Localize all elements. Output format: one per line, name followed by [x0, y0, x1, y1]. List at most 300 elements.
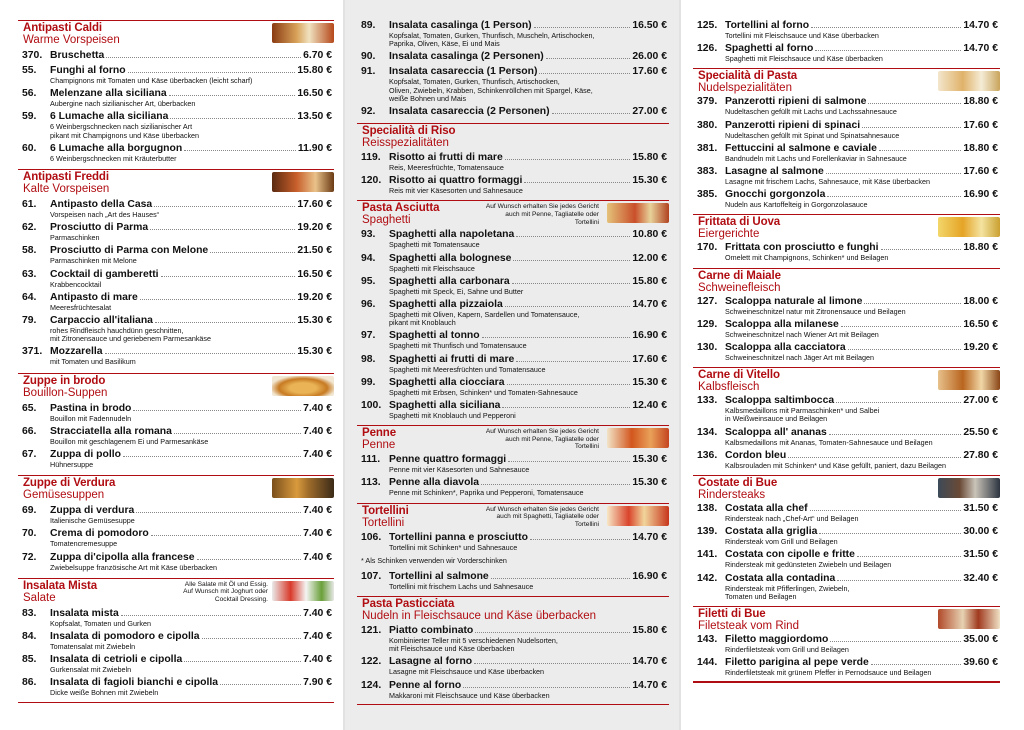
item-number: 122.: [361, 656, 382, 668]
dot-leader: [534, 27, 631, 28]
item-description: Kopfsalat, Tomaten und Gurken: [50, 618, 151, 628]
item-description: weiße Bohnen und Mais: [389, 93, 467, 103]
section-note: [486, 203, 599, 226]
section-note-line: auch mit Spaghetti, Tagliatelle oder: [496, 513, 599, 521]
section-header: [357, 123, 669, 152]
item-price: 14.70 €: [632, 299, 667, 311]
item-price: 15.30 €: [632, 175, 667, 187]
item-price: 35.00 €: [963, 634, 998, 646]
item-description: Kalbsmedaillons mit Ananas, Tomaten-Sahnesauce und Beilagen: [725, 437, 933, 447]
item-name: Tortellini al salmone: [389, 570, 489, 582]
cold-appetizer-photo: [272, 172, 334, 192]
section-title: Specialità di Pasta: [698, 70, 798, 83]
dot-leader: [862, 127, 961, 128]
item-number: 134.: [697, 426, 718, 438]
item-number: 129.: [697, 318, 718, 330]
item-price: 17.60 €: [963, 119, 998, 131]
item-description: Kalbsmedaillons mit Parmaschinken* und Salbei: [725, 406, 880, 416]
dot-leader: [516, 236, 630, 237]
item-price: 15.30 €: [297, 315, 332, 327]
section-subtitle: Eiergerichte: [698, 228, 760, 241]
item-description: Bandnudeln mit Lachs und Forellenkaviar in Sahnesauce: [725, 153, 907, 163]
item-number: 144.: [697, 657, 718, 669]
item-description: Spaghetti mit Meeresfrüchten und Tomatensauce: [389, 364, 546, 374]
item-name: Costata con cipolle e fritte: [725, 549, 855, 561]
item-price: 16.50 €: [632, 20, 667, 31]
item-description: Rindersteak vom Grill und Beilagen: [725, 537, 838, 547]
section-note: [486, 428, 599, 451]
menu-item: [18, 222, 334, 242]
item-name: Insalata casalinga (1 Person): [389, 20, 532, 31]
item-name: Spaghetti alla bolognese: [389, 252, 512, 264]
item-name: Filetto maggiordomo: [725, 634, 829, 646]
section-note-line: Cocktail Dressing.: [214, 596, 268, 604]
dot-leader: [788, 457, 961, 458]
item-description: rohes Rindfleisch hauchdünn geschnitten,: [50, 326, 184, 336]
item-name: Funghi al forno: [50, 65, 126, 76]
item-line: [389, 253, 667, 265]
section-title: Filetti di Bue: [698, 608, 766, 621]
item-number: 96.: [361, 299, 376, 311]
menu-item: [693, 526, 1000, 546]
item-price: 15.30 €: [632, 454, 667, 466]
omelette-photo: [938, 217, 1000, 237]
menu-item: [18, 65, 334, 85]
item-line: [50, 143, 332, 155]
item-number: 97.: [361, 330, 376, 342]
item-description: Penne mit Schinken*, Paprika und Pepperoni, Tomatensauce: [389, 488, 584, 498]
item-number: 130.: [697, 342, 718, 354]
item-number: 64.: [22, 291, 37, 303]
item-price: 17.60 €: [963, 166, 998, 178]
item-name: Tortellini panna e prosciutto: [389, 531, 528, 543]
item-description: Rindersteak mit Pfifferlingen, Zwiebeln,: [725, 583, 850, 593]
item-price: 27.00 €: [963, 395, 998, 407]
item-description: Tomaten und Beilagen: [725, 591, 797, 601]
menu-item: [693, 189, 1000, 209]
item-line: [389, 354, 667, 366]
item-description: Champignons mit Tomaten und Käse überbacken (leicht scharf): [50, 76, 253, 85]
item-line: [725, 296, 998, 308]
item-number: 136.: [697, 449, 718, 461]
menu-item: [357, 51, 669, 63]
footnote: * Als Schinken verwenden wir Vorderschinken: [361, 555, 507, 565]
item-number: 380.: [697, 119, 718, 131]
item-name: Costata alla griglia: [725, 526, 818, 538]
section-title: Pasta Asciutta: [362, 202, 440, 215]
menu-item: [693, 427, 1000, 447]
menu-item: [18, 505, 334, 525]
section-title: Pasta Pasticciata: [362, 598, 455, 611]
item-description: Rinderfiletsteak vom Grill und Beilagen: [725, 645, 849, 655]
menu-item: [693, 242, 1000, 262]
item-price: 31.50 €: [963, 503, 998, 515]
section-header: [693, 367, 1000, 395]
item-name: Insalata casareccia (2 Personen): [389, 106, 550, 118]
section-title: Penne: [362, 427, 397, 440]
item-name: Cocktail di gamberetti: [50, 268, 159, 280]
item-description: Tomatensalat mit Zwiebeln: [50, 642, 136, 652]
item-description: Rinderfiletsteak mit grünem Pfeffer in Pernodsauce und Beilagen: [725, 668, 932, 678]
item-description: Nudeltaschen gefüllt mit Lachs und Lachssahnesauce: [725, 107, 897, 117]
item-price: 7.40 €: [303, 551, 332, 563]
item-price: 7.40 €: [303, 425, 332, 437]
item-description: Parmaschinken mit Melone: [50, 256, 137, 266]
soup-photo: [272, 376, 334, 396]
section-note-line: Tortellini: [574, 520, 599, 528]
item-name: Spaghetti alla pizzaiola: [389, 299, 503, 311]
item-description: Oliven, Zwiebeln, Krabben, Schinkenröllchen mit Spargel, Käse,: [389, 85, 593, 95]
item-description: in Weißweinsauce und Beilagen: [725, 414, 828, 424]
item-description: Rindersteak nach „Chef-Art“ und Beilagen: [725, 514, 859, 524]
section-note: [183, 581, 268, 604]
section-note-line: Tortellini: [574, 443, 599, 451]
dot-leader: [151, 535, 301, 536]
item-name: Zuppa di'cipolla alla francese: [50, 551, 195, 563]
menu-item: [18, 449, 334, 469]
item-description: Rindersteak mit gedünsteten Zwiebeln und Beilagen: [725, 560, 892, 570]
item-number: 72.: [22, 551, 37, 563]
menu-item: [18, 346, 334, 366]
menu-item: [357, 66, 669, 103]
section-header: [357, 503, 669, 532]
item-number: 107.: [361, 570, 382, 582]
item-number: 143.: [697, 634, 718, 646]
item-number: 99.: [361, 376, 376, 388]
item-number: 91.: [361, 66, 376, 78]
menu-item: [693, 20, 1000, 40]
menu-section: [357, 503, 669, 591]
item-price: 7.40 €: [303, 654, 332, 666]
menu-section: [693, 20, 1000, 63]
item-description: Hühnersuppe: [50, 460, 94, 470]
item-name: Fettuccini al salmone e caviale: [725, 142, 877, 154]
item-number: 94.: [361, 252, 376, 264]
menu-item: [18, 315, 334, 343]
section-subtitle: Kalbsfleisch: [698, 381, 760, 394]
item-number: 90.: [361, 51, 376, 63]
item-description: 6 Weinbergschnecken mit Kräuterbutter: [50, 153, 177, 163]
dot-leader: [463, 687, 630, 688]
dot-leader: [836, 402, 961, 403]
menu-item: [18, 111, 334, 139]
item-line: [725, 573, 998, 585]
menu-item: [18, 552, 334, 572]
item-line: [389, 532, 667, 544]
item-name: Spaghetti al tonno: [389, 330, 480, 342]
item-price: 15.80 €: [632, 625, 667, 637]
item-name: Spaghetti ai frutti di mare: [389, 353, 515, 365]
section-note-line: Tortellini: [574, 218, 599, 226]
menu-item: [357, 229, 669, 249]
section-title: Tortellini: [362, 504, 409, 517]
vegetable-soup-photo: [272, 478, 334, 498]
menu-item: [357, 20, 669, 48]
item-description: Spaghetti mit Tomatensauce: [389, 240, 480, 250]
item-name: Panzerotti ripieni di salmone: [725, 96, 867, 108]
item-description: Nudeln aus Kartoffelteig in Gorgonzolasauce: [725, 200, 868, 210]
section-subtitle: Reisspezialitäten: [362, 137, 449, 150]
item-number: 86.: [22, 677, 37, 689]
item-description: mit Tomaten und Basilikum: [50, 357, 136, 367]
item-number: 92.: [361, 106, 376, 118]
item-number: 66.: [22, 425, 37, 437]
menu-item: [18, 608, 334, 628]
item-price: 7.40 €: [303, 505, 332, 517]
item-name: Tortellini al forno: [725, 20, 810, 31]
tortellini-photo: [607, 506, 669, 526]
menu-item: [18, 426, 334, 446]
section-note-line: Auf Wunsch erhalten Sie jedes Gericht: [485, 428, 599, 436]
item-number: 60.: [22, 142, 37, 154]
item-number: 69.: [22, 505, 37, 517]
item-description: Paprika, Oliven, Käse, Ei und Mais: [389, 39, 500, 49]
item-number: 124.: [361, 679, 382, 691]
dot-leader: [123, 456, 301, 457]
item-description: Schweineschnitzel nach Wiener Art mit Beilagen: [725, 329, 879, 339]
section-subtitle: Schweinefleisch: [698, 281, 781, 294]
item-number: 139.: [697, 526, 718, 538]
item-price: 10.80 €: [632, 229, 667, 241]
item-name: Insalata casalinga (2 Personen): [389, 51, 544, 63]
item-description: Italienische Gemüsesuppe: [50, 516, 135, 526]
item-number: 55.: [22, 65, 37, 76]
menu-item: [693, 43, 1000, 63]
item-name: Spaghetti alla carbonara: [389, 275, 510, 287]
menu-column-1: [0, 0, 344, 730]
dot-leader: [210, 252, 295, 253]
item-price: 14.70 €: [632, 679, 667, 691]
section-note-line: Auf Wunsch erhalten Sie jedes Gericht: [485, 505, 599, 513]
item-line: [725, 120, 998, 132]
menu-item: [693, 450, 1000, 470]
item-name: Filetto parigina al pepe verde: [725, 657, 869, 669]
menu-item: [18, 245, 334, 265]
item-name: Costata alla contadina: [725, 572, 836, 584]
menu-item: [693, 657, 1000, 677]
item-description: Bouillon mit geschlagenem Ei und Parmesankäse: [50, 436, 209, 446]
dot-leader: [539, 73, 630, 74]
item-price: 16.50 €: [297, 88, 332, 100]
spaghetti-photo: [607, 203, 669, 223]
item-number: 119.: [361, 152, 381, 164]
item-number: 138.: [697, 503, 718, 515]
section-bottom-rule: [693, 681, 1000, 683]
item-name: Spaghetti alla siciliana: [389, 400, 501, 412]
item-name: Antipasto della Casa: [50, 199, 153, 211]
item-price: 7.40 €: [303, 402, 332, 414]
item-name: Scaloppa alla milanese: [725, 318, 839, 330]
item-price: 17.60 €: [632, 353, 667, 365]
item-price: 15.30 €: [632, 376, 667, 388]
dot-leader: [826, 173, 962, 174]
item-number: 383.: [697, 166, 718, 178]
item-price: 7.40 €: [303, 528, 332, 540]
menu-section: [357, 425, 669, 497]
item-price: 30.00 €: [963, 526, 998, 538]
menu-item: [357, 377, 669, 397]
item-number: 106.: [361, 531, 382, 543]
menu-section: [693, 68, 1000, 209]
item-number: 370.: [22, 50, 43, 61]
item-name: Insalata casareccia (1 Person): [389, 66, 538, 78]
menu-column-2: [344, 0, 680, 730]
item-number: 98.: [361, 353, 376, 365]
menu-item: [18, 292, 334, 312]
menu-item: [693, 96, 1000, 116]
item-name: Lasagne al forno: [389, 656, 473, 668]
menu-item: [357, 106, 669, 118]
menu-item: [693, 296, 1000, 316]
dot-leader: [184, 150, 296, 151]
item-number: 113.: [361, 477, 381, 489]
menu-item: [18, 143, 334, 163]
item-price: 27.00 €: [632, 106, 667, 118]
dot-leader: [197, 559, 302, 560]
item-number: 61.: [22, 199, 37, 211]
section-title: Frittata di Uova: [698, 216, 781, 229]
dot-leader: [155, 322, 295, 323]
section-note-line: Auf Wunsch mit Joghurt oder: [183, 588, 268, 596]
item-description: Aubergine nach sizilianischer Art, überbacken: [50, 99, 196, 109]
dot-leader: [169, 95, 296, 96]
item-description: Schweineschnitzel natur mit Zitronensauce und Beilagen: [725, 306, 906, 316]
menu-item: [18, 403, 334, 423]
dot-leader: [202, 638, 302, 639]
menu-item: [693, 166, 1000, 186]
item-number: 63.: [22, 268, 37, 280]
item-name: Insalata mista: [50, 607, 119, 619]
menu-item: [693, 503, 1000, 523]
menu-item: [357, 354, 669, 374]
section-header: [357, 200, 669, 229]
item-description: Lasagne mit Fleischsauce und Käse überbacken: [389, 667, 545, 677]
item-price: 21.50 €: [297, 245, 332, 257]
item-description: Kalbsrouladen mit Schinken* und Käse gefüllt, paniert, dazu Beilagen: [725, 460, 946, 470]
item-number: 142.: [697, 572, 718, 584]
dot-leader: [524, 182, 630, 183]
item-description: Reis mit vier Käsesorten und Sahnesauce: [389, 186, 523, 196]
dot-leader: [174, 433, 301, 434]
section-subtitle: Penne: [362, 439, 396, 452]
menu-item: [18, 631, 334, 651]
item-name: Prosciutto di Parma: [50, 222, 149, 234]
dot-leader: [481, 484, 630, 485]
section-title: Antipasti Freddi: [23, 171, 109, 184]
item-price: 17.60 €: [297, 199, 332, 211]
item-price: 17.60 €: [632, 66, 667, 78]
menu-item: [357, 299, 669, 327]
section-header: [18, 475, 334, 505]
menu-item: [18, 654, 334, 674]
item-description: Spaghetti mit Knoblauch und Pepperoni: [389, 411, 516, 421]
item-number: 170.: [697, 242, 718, 254]
column-divider: [679, 0, 681, 730]
dot-leader: [140, 299, 296, 300]
item-price: 32.40 €: [963, 572, 998, 584]
dot-leader: [552, 113, 631, 114]
section-note-line: auch mit Penne, Tagliatelle oder: [505, 435, 599, 443]
item-description: mit Zitronensauce und geriebenem Parmesankäse: [50, 334, 212, 344]
item-price: 18.80 €: [963, 242, 998, 254]
penne-photo: [607, 428, 669, 448]
warm-appetizer-photo: [272, 23, 334, 43]
menu-item: [357, 477, 669, 497]
section-subtitle: Tortellini: [362, 516, 405, 529]
item-description: Spaghetti mit Erbsen, Schinken* und Tomaten-Sahnesauce: [389, 387, 578, 397]
item-name: Zuppa di pollo: [50, 449, 121, 461]
dot-leader: [106, 57, 301, 58]
item-price: 15.80 €: [297, 65, 332, 76]
item-name: Lasagne al salmone: [725, 166, 824, 178]
dot-leader: [491, 578, 631, 579]
menu-section: [693, 214, 1000, 262]
item-name: Crema di pomodoro: [50, 528, 149, 540]
item-description: Penne mit vier Käsesorten und Sahnesauce: [389, 465, 530, 475]
menu-item: [693, 319, 1000, 339]
menu-section: [357, 200, 669, 420]
section-title: Insalata Mista: [23, 579, 98, 592]
item-line: [389, 106, 667, 118]
item-price: 39.60 €: [963, 657, 998, 669]
column-divider: [343, 0, 345, 730]
menu-item: [693, 395, 1000, 423]
dot-leader: [857, 556, 961, 557]
dot-leader: [513, 260, 630, 261]
veal-photo: [938, 370, 1000, 390]
item-line: [389, 680, 667, 692]
dot-leader: [502, 407, 630, 408]
item-number: 379.: [697, 96, 718, 108]
item-name: Costata alla chef: [725, 503, 808, 515]
dot-leader: [507, 384, 631, 385]
section-subtitle: Rindersteaks: [698, 489, 766, 502]
item-name: Penne al forno: [389, 679, 462, 691]
section-title: Antipasti Caldi: [23, 22, 103, 34]
item-number: 121.: [361, 625, 382, 637]
item-line: [50, 269, 332, 281]
menu-item: [18, 677, 334, 697]
dot-leader: [819, 533, 961, 534]
item-description: Schweineschnitzel nach Jäger Art mit Beilagen: [725, 353, 875, 363]
section-header: [693, 68, 1000, 96]
section-header: [693, 214, 1000, 242]
item-number: 371.: [22, 346, 43, 358]
item-price: 7.90 €: [303, 677, 332, 689]
item-number: 126.: [697, 43, 718, 55]
dot-leader: [848, 349, 962, 350]
item-line: [725, 143, 998, 155]
item-name: Scaloppa saltimbocca: [725, 395, 835, 407]
item-number: 83.: [22, 607, 37, 619]
menu-item: [357, 571, 669, 591]
item-name: Panzerotti ripieni di spinaci: [725, 119, 861, 131]
dot-leader: [829, 434, 962, 435]
item-number: 58.: [22, 245, 37, 257]
menu-item: [357, 625, 669, 653]
menu-section: [18, 475, 334, 572]
menu-item: [693, 120, 1000, 140]
menu-column-3: [680, 0, 1024, 730]
item-price: 16.90 €: [963, 189, 998, 201]
item-price: 13.50 €: [297, 111, 332, 123]
item-name: 6 Lumache alla siciliana: [50, 111, 169, 123]
item-name: Gnocchi gorgonzola: [725, 189, 826, 201]
item-number: 100.: [361, 400, 382, 412]
menu-item: [357, 330, 669, 350]
steak-photo: [938, 478, 1000, 498]
item-name: Zuppa di verdura: [50, 505, 135, 517]
